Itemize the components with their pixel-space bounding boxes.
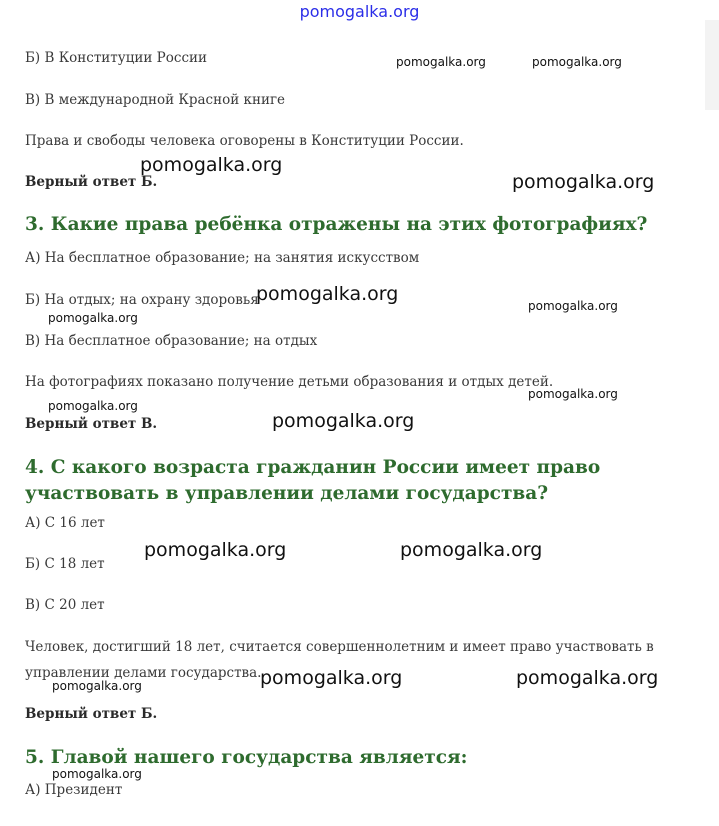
q3-option-a: А) На бесплатное образование; на занятия искусством — [25, 250, 420, 266]
watermark: pomogalka.org — [52, 679, 142, 693]
watermark: pomogalka.org — [52, 767, 142, 781]
q3-option-c: В) На бесплатное образование; на отдых — [25, 333, 318, 349]
q5-heading: 5. Главой нашего государства является: — [25, 747, 468, 768]
q2-option-b: Б) В Конституции России — [25, 50, 207, 66]
q3-heading: 3. Какие права ребёнка отражены на этих фотографиях? — [25, 214, 648, 235]
watermark: pomogalka.org — [532, 55, 622, 69]
q4-option-a: А) С 16 лет — [25, 515, 105, 531]
watermark: pomogalka.org — [400, 539, 543, 561]
q2-option-c: В) В международной Красной книге — [25, 92, 286, 108]
watermark: pomogalka.org — [48, 311, 138, 325]
watermark: pomogalka.org — [144, 539, 287, 561]
q3-answer: Верный ответ В. — [25, 416, 158, 432]
q4-answer: Верный ответ Б. — [25, 706, 158, 722]
watermark: pomogalka.org — [516, 667, 659, 689]
site-header-logo[interactable]: pomogalka.org — [299, 2, 420, 21]
q4-option-c: В) С 20 лет — [25, 597, 105, 613]
watermark: pomogalka.org — [272, 410, 415, 432]
q4-explanation: Человек, достигший 18 лет, считается совершеннолетним и имеет право участвовать в управлении делами государства. — [25, 639, 654, 681]
q3-option-b: Б) На отдых; на охрану здоровья — [25, 292, 259, 308]
watermark: pomogalka.org — [48, 399, 138, 413]
watermark: pomogalka.org — [528, 387, 618, 401]
watermark: pomogalka.org — [260, 667, 403, 689]
watermark: pomogalka.org — [528, 299, 618, 313]
q2-answer: Верный ответ Б. — [25, 174, 158, 190]
q2-explanation: Права и свободы человека оговорены в Конституции России. — [25, 133, 464, 149]
scrollbar-edge[interactable] — [705, 20, 719, 110]
watermark: pomogalka.org — [140, 154, 283, 176]
watermark: pomogalka.org — [512, 171, 655, 193]
q4-heading: 4. С какого возраста гражданин России имеет право участвовать в управлении делами государства? — [25, 457, 601, 504]
watermark: pomogalka.org — [396, 55, 486, 69]
watermark: pomogalka.org — [256, 283, 399, 305]
q5-option-a: А) Президент — [25, 782, 123, 798]
q3-explanation: На фотографиях показано получение детьми образования и отдых детей. — [25, 374, 554, 390]
q4-option-b: Б) С 18 лет — [25, 556, 105, 572]
